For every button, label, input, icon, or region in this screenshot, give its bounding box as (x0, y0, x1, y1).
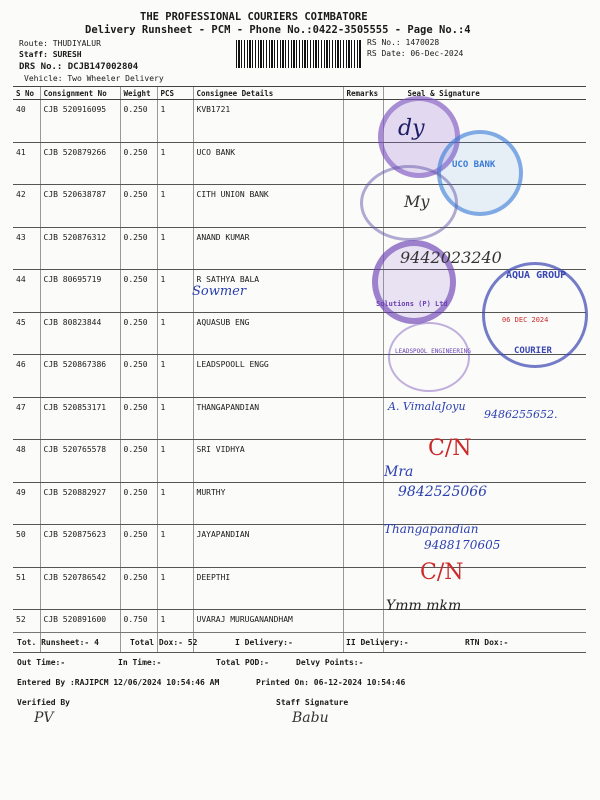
cell-consignee: UVARAJ MURUGANANDHAM (193, 610, 343, 653)
cell-pcs: 1 (157, 185, 193, 228)
cell-consignment: CJB 520916095 (40, 100, 120, 143)
cell-weight: 0.250 (120, 142, 157, 185)
cell-consignee: AQUASUB ENG (193, 312, 343, 355)
leadspool-seal (388, 322, 470, 392)
signature-thangapandian: A. VimalaJoyu (388, 400, 466, 413)
cell-weight: 0.250 (120, 227, 157, 270)
cell-consignee: KVB1721 (193, 100, 343, 143)
route-label: Route: THUDIYALUR (19, 39, 101, 48)
signature-kvb: dy (398, 116, 425, 141)
cell-sno: 42 (13, 185, 40, 228)
cell-remarks (343, 397, 383, 440)
company-name: THE PROFESSIONAL COURIERS COIMBATORE (140, 11, 368, 23)
cell-sno: 50 (13, 525, 40, 568)
uco-seal-text: UCO BANK (452, 160, 496, 170)
ii-delivery: II Delivery:- (346, 638, 409, 647)
cell-weight: 0.250 (120, 525, 157, 568)
cell-remarks (343, 482, 383, 525)
i-delivery: I Delivery:- (235, 638, 293, 647)
total-runsheet: Tot. Runsheet:- 4 (17, 638, 99, 647)
col-pcs: PCS (157, 87, 193, 100)
verified-by-initials: PV (34, 710, 54, 726)
cell-sno: 43 (13, 227, 40, 270)
cell-consignment: CJB 520786542 (40, 567, 120, 610)
cell-weight: 0.250 (120, 270, 157, 313)
vehicle-type: Vehicle: Two Wheeler Delivery (24, 74, 164, 83)
cell-remarks (343, 312, 383, 355)
cell-pcs: 1 (157, 525, 193, 568)
phone-thangapandian: 9486255652. (484, 408, 558, 421)
cell-consignee: SRI VIDHYA (193, 440, 343, 483)
cell-sno: 45 (13, 312, 40, 355)
footer-divider (13, 632, 586, 633)
solutions-seal-text: Solutions (P) Ltd (376, 300, 448, 308)
delvy-points: Delvy Points:- (296, 658, 364, 667)
signature-uvaraj: Ymm mkm (386, 598, 462, 614)
cell-pcs: 1 (157, 227, 193, 270)
signature-sathya: Sowmer (192, 284, 247, 299)
cell-sno: 51 (13, 567, 40, 610)
col-sno: S No (13, 87, 40, 100)
cell-consignment: CJB 80695719 (40, 270, 120, 313)
cell-consignee: UCO BANK (193, 142, 343, 185)
cell-remarks (343, 567, 383, 610)
total-pod: Total POD:- (216, 658, 269, 667)
cell-sno: 48 (13, 440, 40, 483)
aqua-seal-date: 06 DEC 2024 (502, 316, 549, 324)
cell-consignment: CJB 520853171 (40, 397, 120, 440)
table-row (13, 482, 586, 525)
cell-pcs: 1 (157, 482, 193, 525)
cell-pcs: 1 (157, 397, 193, 440)
phone-murthy: 9842525066 (398, 484, 488, 500)
cell-remarks (343, 100, 383, 143)
cell-weight: 0.250 (120, 185, 157, 228)
courier-seal-text: COURIER (514, 346, 552, 356)
cell-pcs: 1 (157, 270, 193, 313)
cell-weight: 0.250 (120, 100, 157, 143)
cell-remarks (343, 440, 383, 483)
col-seal-signature: Seal & Signature (383, 87, 586, 100)
aqua-seal-text: AQUA GROUP (506, 270, 567, 281)
drs-number: DRS No.: DCJB147002804 (19, 62, 139, 72)
rs-number: RS No.: 1470028 (367, 38, 440, 47)
cell-pcs: 1 (157, 142, 193, 185)
cell-pcs: 1 (157, 312, 193, 355)
cell-pcs: 1 (157, 567, 193, 610)
signature-murthy: Mra (384, 464, 414, 480)
barcode (236, 40, 362, 68)
cell-consignee: CITH UNION BANK (193, 185, 343, 228)
cell-weight: 0.250 (120, 355, 157, 398)
cn-mark-vidhya: C/N (428, 436, 472, 461)
table-row (13, 355, 586, 398)
cell-consignee: MURTHY (193, 482, 343, 525)
cell-consignment: CJB 520638787 (40, 185, 120, 228)
cn-mark-deepthi: C/N (420, 560, 464, 585)
cell-sno: 46 (13, 355, 40, 398)
cell-consignment: CJB 520876312 (40, 227, 120, 270)
col-consignment: Consignment No (40, 87, 120, 100)
rs-date: RS Date: 06-Dec-2024 (367, 49, 464, 58)
cell-consignee: THANGAPANDIAN (193, 397, 343, 440)
staff-signature-label: Staff Signature (276, 698, 349, 707)
table-header-row (13, 87, 586, 100)
phone-jayapandian: 9488170605 (424, 538, 501, 552)
out-time: Out Time:- (17, 658, 66, 667)
in-time: In Time:- (118, 658, 162, 667)
cell-signature (383, 440, 586, 483)
cell-weight: 0.250 (120, 440, 157, 483)
cell-sno: 49 (13, 482, 40, 525)
signature-union: My (404, 192, 430, 211)
cell-pcs: 1 (157, 610, 193, 653)
col-weight: Weight (120, 87, 157, 100)
cell-consignee: JAYAPANDIAN (193, 525, 343, 568)
cell-sno: 44 (13, 270, 40, 313)
cell-consignment: CJB 520867386 (40, 355, 120, 398)
table-row (13, 567, 586, 610)
cell-sno: 52 (13, 610, 40, 653)
rtn-dox: RTN Dox:- (465, 638, 509, 647)
signature-jayapandian: Thangapandian (384, 522, 479, 536)
cell-consignee: ANAND KUMAR (193, 227, 343, 270)
col-remarks: Remarks (343, 87, 383, 100)
table-row (13, 440, 586, 483)
leadspool-seal-text: LEADSPOOL ENGINEERING (395, 348, 471, 355)
cell-remarks (343, 355, 383, 398)
cell-consignment: CJB 520891600 (40, 610, 120, 653)
cell-weight: 0.250 (120, 312, 157, 355)
cell-pcs: 1 (157, 355, 193, 398)
printed-on: Printed On: 06-12-2024 10:54:46 (256, 678, 406, 687)
total-dox: Total Dox:- 52 (130, 638, 198, 647)
cell-sno: 41 (13, 142, 40, 185)
verified-by-label: Verified By (17, 698, 70, 707)
cell-remarks (343, 525, 383, 568)
runsheet-title: Delivery Runsheet - PCM - Phone No.:0422-3505555 - Page No.:4 (85, 24, 471, 36)
cell-consignment: CJB 520879266 (40, 142, 120, 185)
cell-consignment: CJB 520882927 (40, 482, 120, 525)
cell-pcs: 1 (157, 440, 193, 483)
staff-signature: Babu (292, 710, 329, 726)
cell-consignee: DEEPTHI (193, 567, 343, 610)
cell-weight: 0.250 (120, 567, 157, 610)
cell-consignment: CJB 80823844 (40, 312, 120, 355)
cell-weight: 0.250 (120, 482, 157, 525)
col-consignee: Consignee Details (193, 87, 343, 100)
cell-consignment: CJB 520765578 (40, 440, 120, 483)
cell-consignment: CJB 520875623 (40, 525, 120, 568)
cell-pcs: 1 (157, 100, 193, 143)
entered-by: Entered By :RAJIPCM 12/06/2024 10:54:46 AM (17, 678, 220, 687)
cell-sno: 40 (13, 100, 40, 143)
phone-anand: 9442023240 (400, 248, 502, 267)
staff-label: Staff: SURESH (19, 50, 82, 59)
cell-sno: 47 (13, 397, 40, 440)
cell-weight: 0.250 (120, 397, 157, 440)
cell-consignee: R SATHYA BALA (193, 270, 343, 313)
cell-weight: 0.750 (120, 610, 157, 653)
cell-consignee: LEADSPOOLL ENGG (193, 355, 343, 398)
